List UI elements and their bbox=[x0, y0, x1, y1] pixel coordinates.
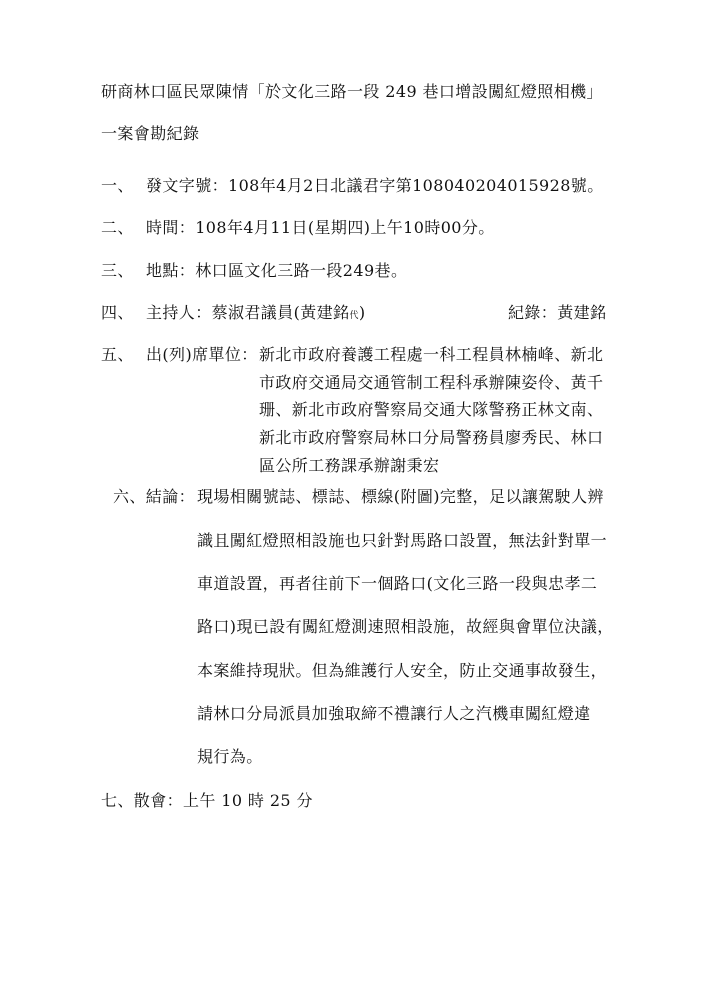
item-3-number: 三、 bbox=[101, 261, 134, 280]
item-4-host-suffix: 代 bbox=[349, 311, 359, 321]
item-5-label: 出(列)席單位： bbox=[146, 345, 258, 364]
item-1-number: 一、 bbox=[101, 176, 134, 195]
document-title-line-1: 研商林口區民眾陳情「於文化三路一段 249 巷口增設闖紅燈照相機」 bbox=[101, 82, 603, 101]
item-7-adjournment: 七、散會：上午 10 時 25 分 bbox=[101, 791, 313, 810]
item-3-location: 地點：林口區文化三路一段249巷。 bbox=[146, 261, 408, 280]
item-5-attendees-line-1: 新北市政府養護工程處一科工程員林楠峰、新北 bbox=[259, 345, 604, 364]
item-1-document-number: 發文字號：108年4月2日北議君字第108040204015928號。 bbox=[146, 176, 604, 195]
item-6-conclusion-line-6: 請林口分局派員加強取締不禮讓行人之汽機車闖紅燈違 bbox=[197, 704, 591, 723]
item-6-conclusion-line-4: 路口)現已設有闖紅燈測速照相設施，故經與會單位決議， bbox=[197, 617, 614, 636]
item-4-recorder: 紀錄：黃建銘 bbox=[508, 303, 607, 322]
item-6-conclusion-line-7: 規行為。 bbox=[197, 747, 263, 766]
item-6-conclusion-line-3: 車道設置，再者往前下一個路口(文化三路一段與忠孝二 bbox=[197, 574, 598, 593]
item-5-attendees-line-4: 新北市政府警察局林口分局警務員廖秀民、林口 bbox=[259, 428, 604, 447]
item-5-number: 五、 bbox=[101, 345, 134, 364]
item-5-attendees-line-5: 區公所工務課承辦謝秉宏 bbox=[259, 456, 440, 475]
item-2-time: 時間：108年4月11日(星期四)上午10時00分。 bbox=[146, 218, 495, 237]
item-2-number: 二、 bbox=[101, 218, 134, 237]
item-4-number: 四、 bbox=[101, 303, 134, 322]
item-6-conclusion-line-5: 本案維持現狀。但為維護行人安全，防止交通事故發生， bbox=[197, 661, 608, 680]
item-4-host-text: 主持人：蔡淑君議員(黃建銘 bbox=[146, 303, 350, 322]
item-6-conclusion-line-1: 現場相關號誌、標誌、標線(附圖)完整，足以讓駕駛人辨 bbox=[197, 487, 604, 506]
item-6-conclusion-line-2: 識且闖紅燈照相設施也只針對馬路口設置，無法針對單一 bbox=[197, 531, 608, 550]
item-6-label: 六、結論： bbox=[113, 487, 196, 506]
item-5-attendees-line-2: 市政府交通局交通管制工程科承辦陳姿伶、黃千 bbox=[259, 373, 604, 392]
document-title-line-2: 一案會勘紀錄 bbox=[101, 124, 200, 143]
item-5-attendees-line-3: 珊、新北市政府警察局交通大隊警務正林文南、 bbox=[259, 400, 604, 419]
item-4-host-close: ) bbox=[358, 303, 366, 322]
item-4-host bbox=[146, 303, 366, 326]
